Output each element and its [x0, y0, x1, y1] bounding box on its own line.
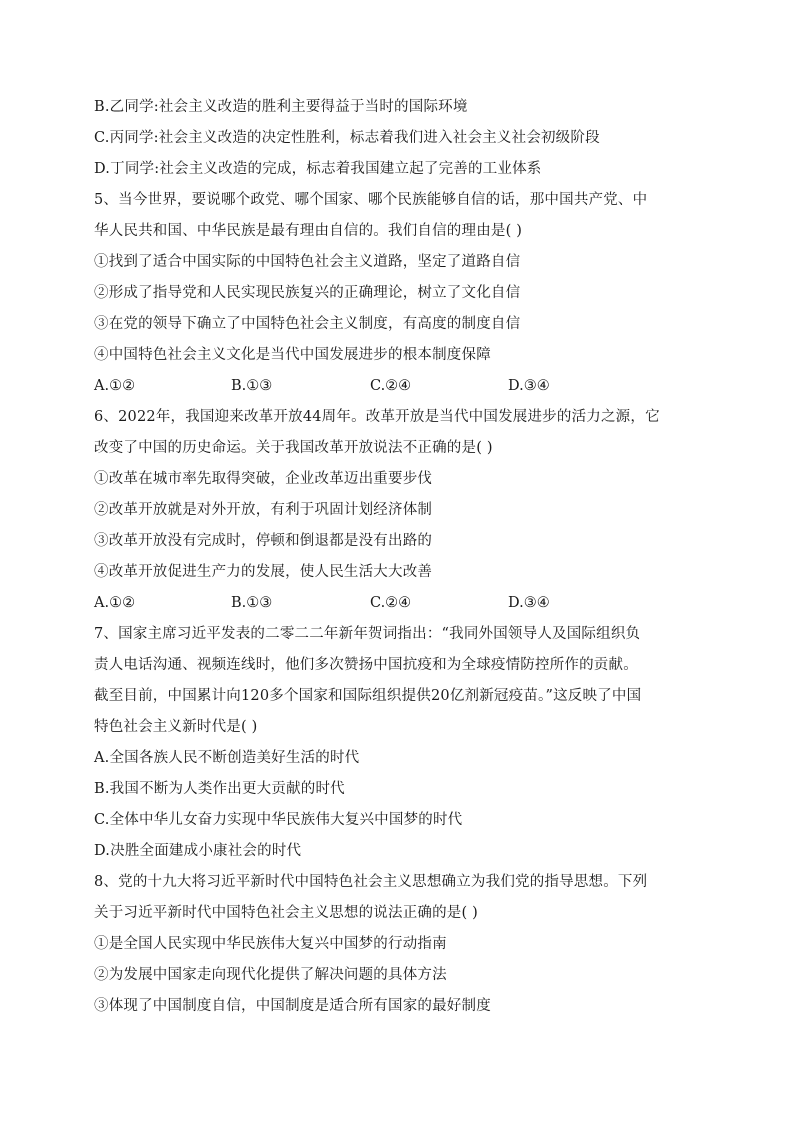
q6-option-c: C.②④ [370, 595, 412, 611]
q6-option-d: D.③④ [508, 595, 550, 611]
question-7 [94, 619, 704, 867]
q8-statement-3: ③体现了中国制度自信，中国制度是适合所有国家的最好制度 [94, 998, 491, 1014]
q5-stem-line: 华人民共和国、中华民族是最有理由自信的。我们自信的理由是( ) [94, 223, 523, 239]
q6-options [94, 588, 704, 619]
q7-option-a: A.全国各族人民不断创造美好生活的时代 [94, 750, 360, 766]
q8-stem-line: 关于习近平新时代中国特色社会主义思想的说法正确的是( ) [94, 905, 479, 921]
q6-statement-1: ①改革在城市率先取得突破，企业改革迈出重要步伐 [94, 471, 433, 487]
q7-stem-line: 截至目前，中国累计向120多个国家和国际组织提供20亿剂新冠疫苗。”这反映了中国 [94, 688, 642, 704]
question-4-tail [94, 92, 704, 185]
q7-option-c: C.全体中华儿女奋力实现中华民族伟大复兴中国梦的时代 [94, 812, 463, 828]
question-6 [94, 402, 704, 619]
q8-statement-1: ①是全国人民实现中华民族伟大复兴中国梦的行动指南 [94, 936, 447, 952]
q7-option-d: D.决胜全面建成小康社会的时代 [94, 843, 302, 859]
q6-option-a: A.①② [94, 595, 136, 611]
q5-option-d: D.③④ [508, 378, 550, 394]
q4-option-b: B.乙同学:社会主义改造的胜利主要得益于当时的国际环境 [94, 99, 468, 115]
q6-statement-2: ②改革开放就是对外开放，有利于巩固计划经济体制 [94, 502, 433, 518]
q6-option-b: B.①③ [231, 595, 273, 611]
q6-statement-3: ③改革开放没有完成时，停顿和倒退都是没有出路的 [94, 533, 433, 549]
q5-option-b: B.①③ [231, 378, 273, 394]
q8-statement-2: ②为发展中国家走向现代化提供了解决问题的具体方法 [94, 967, 447, 983]
q7-option-b: B.我国不断为人类作出更大贡献的时代 [94, 781, 345, 797]
q5-statement-1: ①找到了适合中国实际的中国特色社会主义道路，坚定了道路自信 [94, 254, 521, 270]
q6-stem-line: 6、2022年，我国迎来改革开放44周年。改革开放是当代中国发展进步的活力之源，它 [94, 409, 660, 425]
q7-stem-line: 责人电话沟通、视频连线时，他们多次赞扬中国抗疫和为全球疫情防控所作的贡献。 [94, 657, 638, 673]
q5-option-a: A.①② [94, 378, 136, 394]
q5-statement-3: ③在党的领导下确立了中国特色社会主义制度，有高度的制度自信 [94, 316, 521, 332]
q6-statement-4: ④改革开放促进生产力的发展，使人民生活大大改善 [94, 564, 433, 580]
q4-option-c: C.丙同学:社会主义改造的决定性胜利，标志着我们进入社会主义社会初级阶段 [94, 130, 600, 146]
question-8 [94, 867, 704, 1022]
q7-stem-line: 特色社会主义新时代是( ) [94, 719, 258, 735]
q8-stem-line: 8、党的十九大将习近平新时代中国特色社会主义思想确立为我们党的指导思想。下列 [94, 874, 648, 890]
question-5 [94, 185, 704, 402]
q5-statement-4: ④中国特色社会主义文化是当代中国发展进步的根本制度保障 [94, 347, 491, 363]
q5-statement-2: ②形成了指导党和人民实现民族复兴的正确理论，树立了文化自信 [94, 285, 521, 301]
q5-stem-line: 5、当今世界，要说哪个政党、哪个国家、哪个民族能够自信的话，那中国共产党、中 [94, 192, 648, 208]
q5-option-c: C.②④ [370, 378, 412, 394]
exam-page [94, 92, 704, 1022]
q6-stem-line: 改变了中国的历史命运。关于我国改革开放说法不正确的是( ) [94, 440, 493, 456]
q4-option-d: D.丁同学:社会主义改造的完成，标志着我国建立起了完善的工业体系 [94, 161, 542, 177]
q7-stem-line: 7、国家主席习近平发表的二零二二年新年贺词指出：“我同外国领导人及国际组织负 [94, 626, 641, 642]
q5-options [94, 371, 704, 402]
